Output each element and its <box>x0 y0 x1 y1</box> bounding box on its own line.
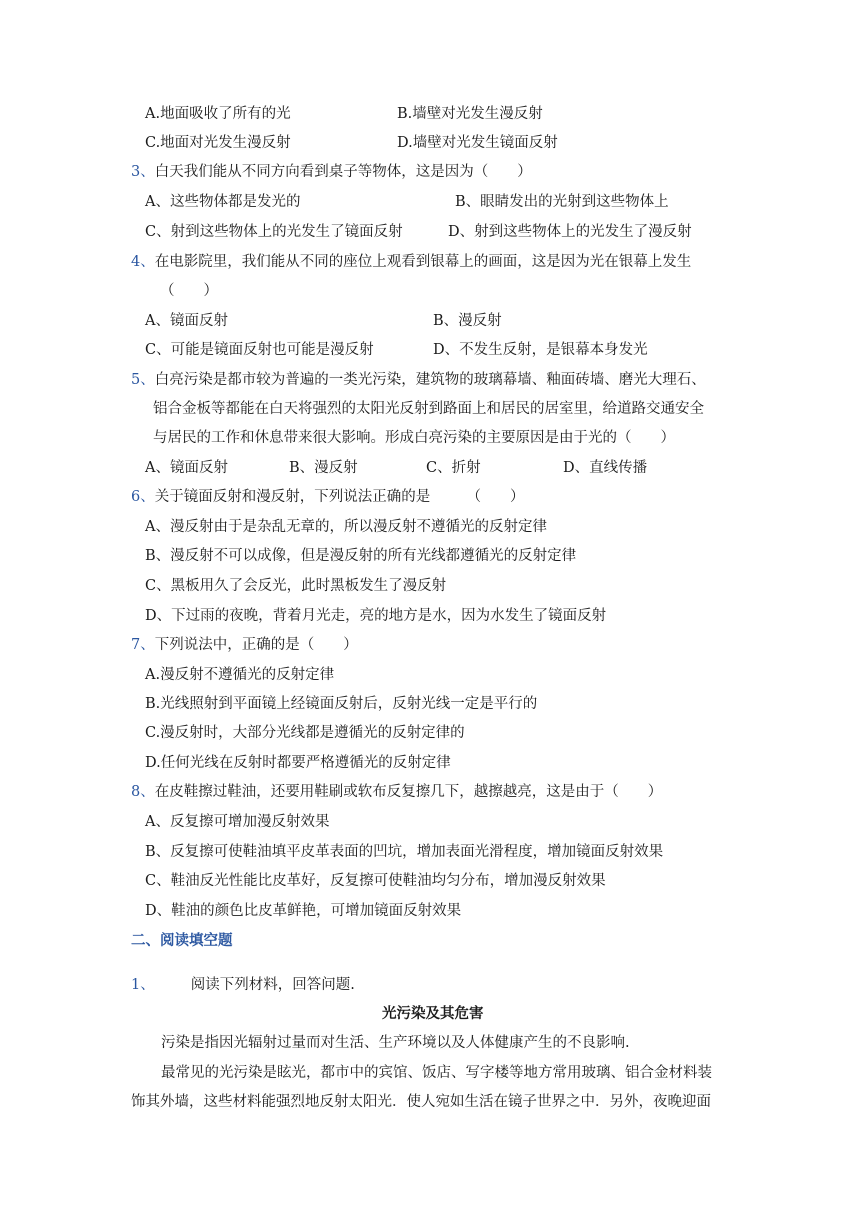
q3-option-a: A、这些物体都是发光的 <box>145 194 301 210</box>
q4-option-d: D、不发生反射，是银幕本身发光 <box>433 342 648 358</box>
q6-stem <box>131 487 524 507</box>
q4-option-a: A、镜面反射 <box>145 313 228 329</box>
q5-option-d: D、直线传播 <box>563 460 648 476</box>
q3-option-b: B、眼睛发出的光射到这些物体上 <box>455 194 669 210</box>
q7-option-b: B.光线照射到平面镜上经镜面反射后，反射光线一定是平行的 <box>145 696 538 712</box>
reading-intro <box>131 975 355 995</box>
q7-option-d: D.任何光线在反射时都要严格遵循光的反射定律 <box>145 755 451 771</box>
q5-stem-line2: 铝合金板等都能在白天将强烈的太阳光反射到路面上和居民的居室里，给道路交通安全 <box>153 401 704 417</box>
q4-stem-text: 在电影院里，我们能从不同的座位上观看到银幕上的画面，这是因为光在银幕上发生 <box>154 254 692 270</box>
reading-title: 光污染及其危害 <box>382 1005 484 1022</box>
q2-option-c: C.地面对光发生漫反射 <box>145 135 291 151</box>
q3-stem <box>131 162 532 182</box>
q7-option-c: C.漫反射时，大部分光线都是遵循光的反射定律的 <box>145 725 465 741</box>
q5-stem-text-1: 白亮污染是都市较为普遍的一类光污染，建筑物的玻璃幕墙、釉面砖墙、磨光大理石、 <box>154 372 706 388</box>
reading-para-1: 污染是指因光辐射过量而对生活、生产环境以及人体健康产生的不良影响. <box>161 1035 630 1051</box>
q5-option-b: B、漫反射 <box>289 460 358 476</box>
q4-option-b: B、漫反射 <box>433 313 502 329</box>
q7-number: 7、 <box>131 637 155 653</box>
q3-number: 3、 <box>131 164 155 180</box>
q2-option-b: B.墙壁对光发生漫反射 <box>397 106 543 122</box>
q3-option-d: D、射到这些物体上的光发生了漫反射 <box>448 224 692 240</box>
q3-stem-text: 白天我们能从不同方向看到桌子等物体，这是因为（ ） <box>154 164 532 180</box>
q4-option-c: C、可能是镜面反射也可能是漫反射 <box>145 342 374 358</box>
q8-stem-text: 在皮鞋擦过鞋油，还要用鞋刷或软布反复擦几下，越擦越亮，这是由于（ ） <box>154 784 663 800</box>
q8-option-a: A、反复擦可增加漫反射效果 <box>145 814 330 830</box>
reading-number: 1、 <box>131 977 155 993</box>
q8-option-b: B、反复擦可使鞋油填平皮革表面的凹坑，增加表面光滑程度，增加镜面反射效果 <box>145 844 664 860</box>
section-2-heading: 二、阅读填空题 <box>131 932 233 949</box>
q4-number: 4、 <box>131 254 155 270</box>
q4-stem <box>131 252 691 272</box>
q6-option-b: B、漫反射不可以成像，但是漫反射的所有光线都遵循光的反射定律 <box>145 548 577 564</box>
q8-option-d: D、鞋油的颜色比皮革鲜艳，可增加镜面反射效果 <box>145 903 462 919</box>
q5-number: 5、 <box>131 372 155 388</box>
q5-stem-line3: 与居民的工作和休息带来很大影响。形成白亮污染的主要原因是由于光的（ ） <box>153 430 675 446</box>
q7-stem <box>131 635 358 655</box>
q7-option-a: A.漫反射不遵循光的反射定律 <box>145 667 335 683</box>
q6-stem-text: 关于镜面反射和漫反射，下列说法正确的是 （ ） <box>154 489 525 505</box>
reading-para-2b: 饰其外墙，这些材料能强烈地反射太阳光．使人宛如生活在镜子世界之中．另外，夜晚迎面 <box>131 1094 711 1110</box>
q3-option-c: C、射到这些物体上的光发生了镜面反射 <box>145 224 403 240</box>
reading-intro-text: 阅读下列材料，回答问题. <box>190 977 355 993</box>
q5-option-c: C、折射 <box>426 460 481 476</box>
q6-option-d: D、下过雨的夜晚，背着月光走，亮的地方是水，因为水发生了镜面反射 <box>145 608 607 624</box>
q2-option-a: A.地面吸收了所有的光 <box>145 106 291 122</box>
reading-para-2a: 最常见的光污染是眩光，都市中的宾馆、饭店、写字楼等地方常用玻璃、铝合金材料装 <box>161 1065 712 1081</box>
q2-option-d: D.墙壁对光发生镜面反射 <box>397 135 558 151</box>
q8-number: 8、 <box>131 784 155 800</box>
q6-number: 6、 <box>131 489 155 505</box>
q8-option-c: C、鞋油反光性能比皮革好，反复擦可使鞋油均匀分布，增加漫反射效果 <box>145 873 606 889</box>
q5-option-a: A、镜面反射 <box>145 460 228 476</box>
q4-stem-cont: （ ） <box>160 283 218 299</box>
q6-option-c: C、黑板用久了会反光，此时黑板发生了漫反射 <box>145 578 447 594</box>
q5-stem <box>131 370 706 390</box>
q7-stem-text: 下列说法中，正确的是（ ） <box>154 637 358 653</box>
q8-stem <box>131 782 662 802</box>
q6-option-a: A、漫反射由于是杂乱无章的，所以漫反射不遵循光的反射定律 <box>145 519 547 535</box>
